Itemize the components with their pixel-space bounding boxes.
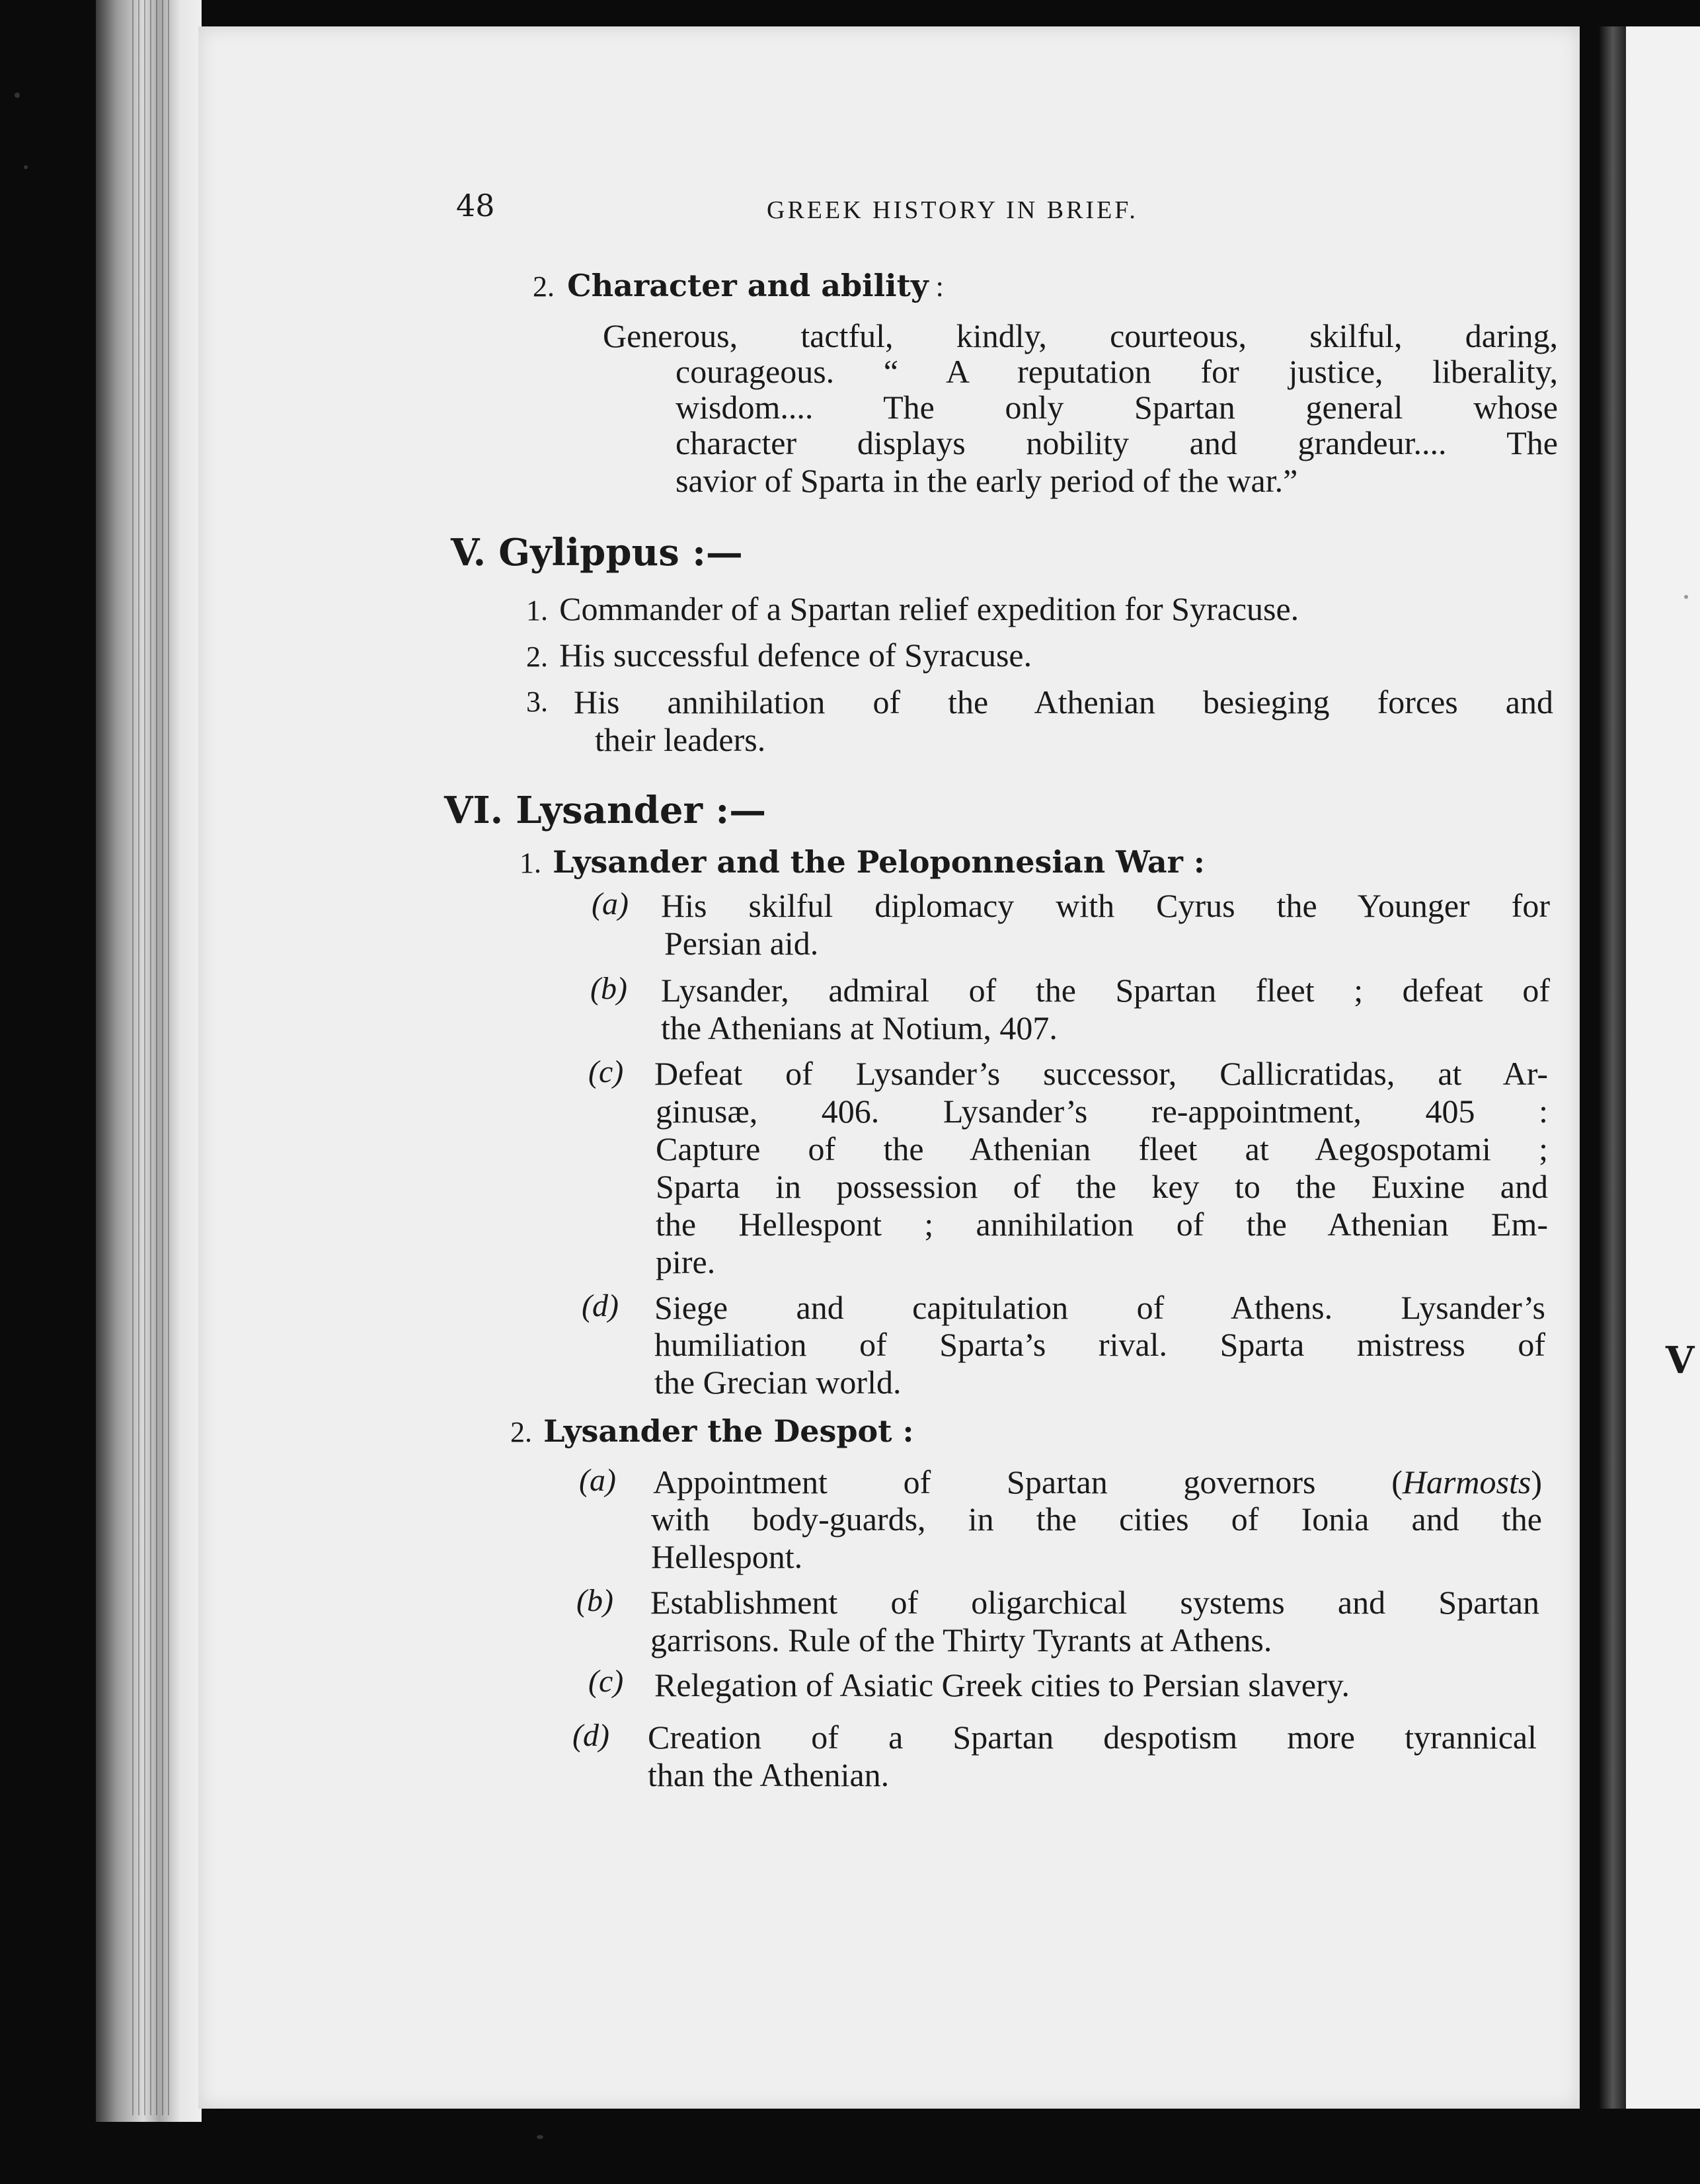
char-title: Character and ability [567,268,929,303]
next-page-letter: V [1666,1339,1695,1382]
sub2-b-label: (b) [576,1583,613,1618]
sub2-number: 2. [510,1416,532,1448]
sub1-c-line-2: ginusæ, 406. Lysander’s re-appointment, 405 : [656,1093,1548,1130]
sub2-a-line-1 [653,1465,1542,1499]
sub2-a-line-1-before: Appointment of Spartan governors ( [653,1463,1403,1501]
item-number: 2. [526,641,548,673]
next-page-edge [1600,26,1626,2109]
gylippus-numeral: V. [451,531,486,574]
sub2-a-line-2: with body-guards, in the cities of Ionia and the [651,1501,1542,1538]
char-title-suffix: : [928,270,944,303]
sub2-d-label: (d) [572,1718,609,1753]
char-line-5: savior of Sparta in the early period of the war.” [676,462,1298,499]
item-text: Commander of a Spartan relief expedition for Syracuse. [559,590,1299,627]
sub1-c-line-4: Sparta in possession of the key to the Euxine and [656,1168,1548,1205]
lysander-sub1-heading [520,844,1205,880]
sub1-d-line-2: humiliation of Sparta’s rival. Sparta mistress of [654,1326,1545,1363]
sub1-b-line-2: the Athenians at Notium, 407. [661,1009,1058,1046]
scan-speck [15,93,20,98]
sub1-d-line-3: the Grecian world. [654,1364,902,1401]
sub1-c-line-6: pire. [656,1243,716,1280]
gylippus-heading [451,531,743,574]
scan-speck [1684,595,1688,599]
sub2-c-label: (c) [588,1664,624,1699]
running-head: GREEK HISTORY IN BRIEF. [767,196,1138,224]
gylippus-item-2 [526,636,1032,674]
page-edges [132,0,172,2115]
char-line-3: wisdom.... The only Spartan general whose [676,389,1558,426]
sub2-c-line-1: Relegation of Asiatic Greek cities to Persian slavery. [654,1666,1350,1703]
item-number: 1. [526,594,548,627]
harmosts-term: Harmosts [1402,1463,1531,1501]
scan-speck [537,2135,543,2139]
sub1-number: 1. [520,847,541,879]
gylippus-item-3-line-2: their leaders. [595,721,766,758]
char-line-1: Generous, tactful, kindly, courteous, skilful, daring, [603,317,1558,354]
sub1-d-label: (d) [582,1288,619,1323]
lysander-title: Lysander :— [516,789,767,832]
item-text: His successful defence of Syracuse. [559,637,1032,674]
sub1-b-label: (b) [590,971,627,1006]
sub1-b-line-1: Lysander, admiral of the Spartan fleet ; defeat of [661,972,1550,1009]
lysander-heading [444,789,766,832]
sub2-title: Lysander the Despot : [543,1413,914,1449]
sub1-a-label: (a) [592,886,629,921]
sub2-d-line-2: than the Athenian. [648,1756,890,1793]
sub1-c-line-5: the Hellespont ; annihilation of the Athenian Em- [656,1206,1548,1243]
sub2-b-line-2: garrisons. Rule of the Thirty Tyrants at Athens. [650,1621,1272,1658]
sub2-b-line-1: Establishment of oligarchical systems and Spartan [650,1584,1539,1621]
gylippus-item-3 [526,685,548,719]
char-heading [533,268,944,303]
sub1-d-line-1: Siege and capitulation of Athens. Lysander’s [654,1289,1545,1326]
char-line-2: courageous. “ A reputation for justice, liberality, [676,353,1558,390]
sub2-a-label: (a) [579,1463,616,1498]
next-page [1626,26,1700,2109]
sub1-title: Lysander and the Peloponnesian War : [553,844,1205,880]
sub2-a-line-1-after: ) [1531,1463,1542,1501]
lysander-sub2-heading [510,1413,913,1449]
char-number: 2. [533,270,555,303]
sub1-a-line-2: Persian aid. [664,925,819,962]
sub1-c-line-3: Capture of the Athenian fleet at Aegospotami ; [656,1130,1548,1167]
char-line-4: character displays nobility and grandeur.... The [676,424,1558,461]
sub2-a-line-3: Hellespont. [651,1538,803,1575]
sub1-c-line-1: Defeat of Lysander’s successor, Callicratidas, at Ar- [654,1055,1548,1092]
gylippus-item-1 [526,590,1299,628]
gylippus-title: Gylippus :— [498,531,743,574]
sub1-a-line-1: His skilful diplomacy with Cyrus the Younger for [661,887,1550,924]
gylippus-item-3-line-1: His annihilation of the Athenian besieging forces and [574,683,1553,721]
page-number: 48 [456,188,495,223]
sub1-c-label: (c) [588,1054,624,1089]
sub2-d-line-1: Creation of a Spartan despotism more tyrannical [648,1719,1537,1756]
item-number: 3. [526,685,548,718]
scan-speck [24,165,28,169]
lysander-numeral: VI. [444,789,504,832]
